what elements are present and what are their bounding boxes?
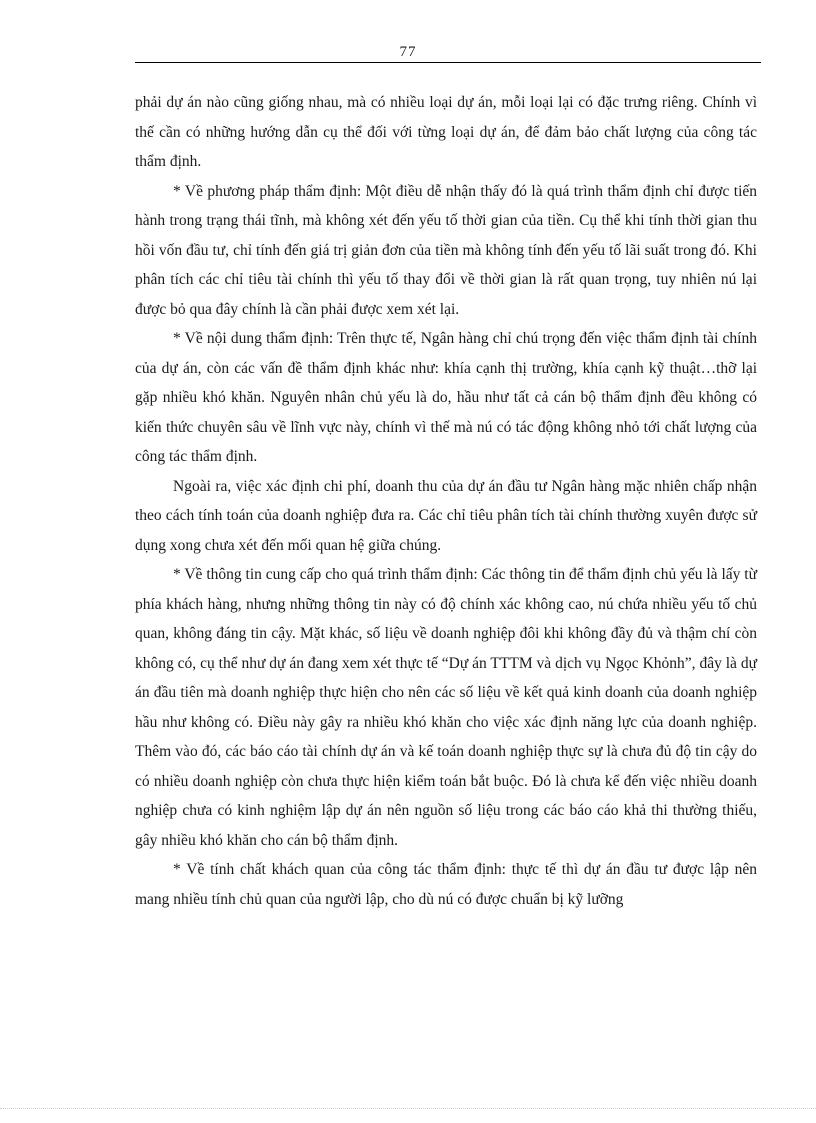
paragraph: phải dự án nào cũng giống nhau, mà có nhiều loại dự án, mỗi loại lại có đặc trưng riêng. Chính vì thế cần có những hướng dẫn cụ thể đối với từng loại dự án, để đảm bảo chất lượng của công tác thẩm định. xyxy=(135,94,757,170)
page-bottom-border xyxy=(0,1108,816,1109)
header-rule xyxy=(135,62,761,63)
paragraph: * Về phương pháp thẩm định: Một điều dễ nhận thấy đó là quá trình thẩm định chỉ được tiến hành trong trạng thái tĩnh, mà không xét đến yếu tố thời gian của tiền. Cụ thể khi tính thời gian thu hồi vốn đầu tư, chỉ tính đến giá trị giản đơn của tiền mà không tính đến yếu tố lãi suất trong đó. Khi phân tích các chỉ tiêu tài chính thì yếu tố thay đổi về thời gian là rất quan trọng, tuy nhiên nú lại được bỏ qua đây chính là cần phải được xem xét lại. xyxy=(135,182,757,318)
paragraph: * Về nội dung thẩm định: Trên thực tế, Ngân hàng chỉ chú trọng đến việc thẩm định tài chính của dự án, còn các vấn đề thẩm định khác như: khía cạnh thị trường, khía cạnh kỹ thuật…thỡ lại gặp nhiều khó khăn. Nguyên nhân chủ yếu là do, hầu như tất cả cán bộ thẩm định đều không có kiến thức chuyên sâu về lĩnh vực này, chính vì thế mà nú có tác động không nhỏ tới chất lượng của công tác thẩm định. xyxy=(135,330,757,465)
paragraph: * Về tính chất khách quan của công tác thẩm định: thực tế thì dự án đầu tư được lập nên mang nhiều tính chủ quan của người lập, cho dù nú có được chuẩn bị kỹ lưỡng xyxy=(135,861,757,908)
paragraph: * Về thông tin cung cấp cho quá trình thẩm định: Các thông tin để thẩm định chủ yếu là lấy từ phía khách hàng, nhưng những thông tin này có độ chính xác không cao, nú chứa nhiều yếu tố chủ quan, không đáng tin cậy. Mặt khác, số liệu về doanh nghiệp đôi khi không đầy đủ và thậm chí còn không có, cụ thể như dự án đang xem xét thực tế “Dự án TTTM và dịch vụ Ngọc Khỏnh”, đây là dự án đầu tiên mà doanh nghiệp thực hiện cho nên các số liệu về kết quả kinh doanh của doanh nghiệp hầu như không có. Điều này gây ra nhiều khó khăn cho việc xác định năng lực của doanh nghiệp. Thêm vào đó, các báo cáo tài chính dự án và kế toán doanh nghiệp thực sự là chưa đủ độ tin cậy do có nhiều doanh nghiệp còn chưa thực hiện kiểm toán bắt buộc. Đó là chưa kể đến việc nhiều doanh nghiệp chưa có kinh nghiệm lập dự án nên nguồn số liệu trong các báo cáo khả thi thường thiếu, gây nhiều khó khăn cho cán bộ thẩm định. xyxy=(135,566,757,849)
paragraph: Ngoài ra, việc xác định chi phí, doanh thu của dự án đầu tư Ngân hàng mặc nhiên chấp nhận theo cách tính toán của doanh nghiệp đưa ra. Các chỉ tiêu phân tích tài chính thường xuyên được sử dụng xong chưa xét đến mối quan hệ giữa chúng. xyxy=(135,477,757,554)
document-body xyxy=(135,88,757,914)
page-number: 77 xyxy=(399,44,417,60)
